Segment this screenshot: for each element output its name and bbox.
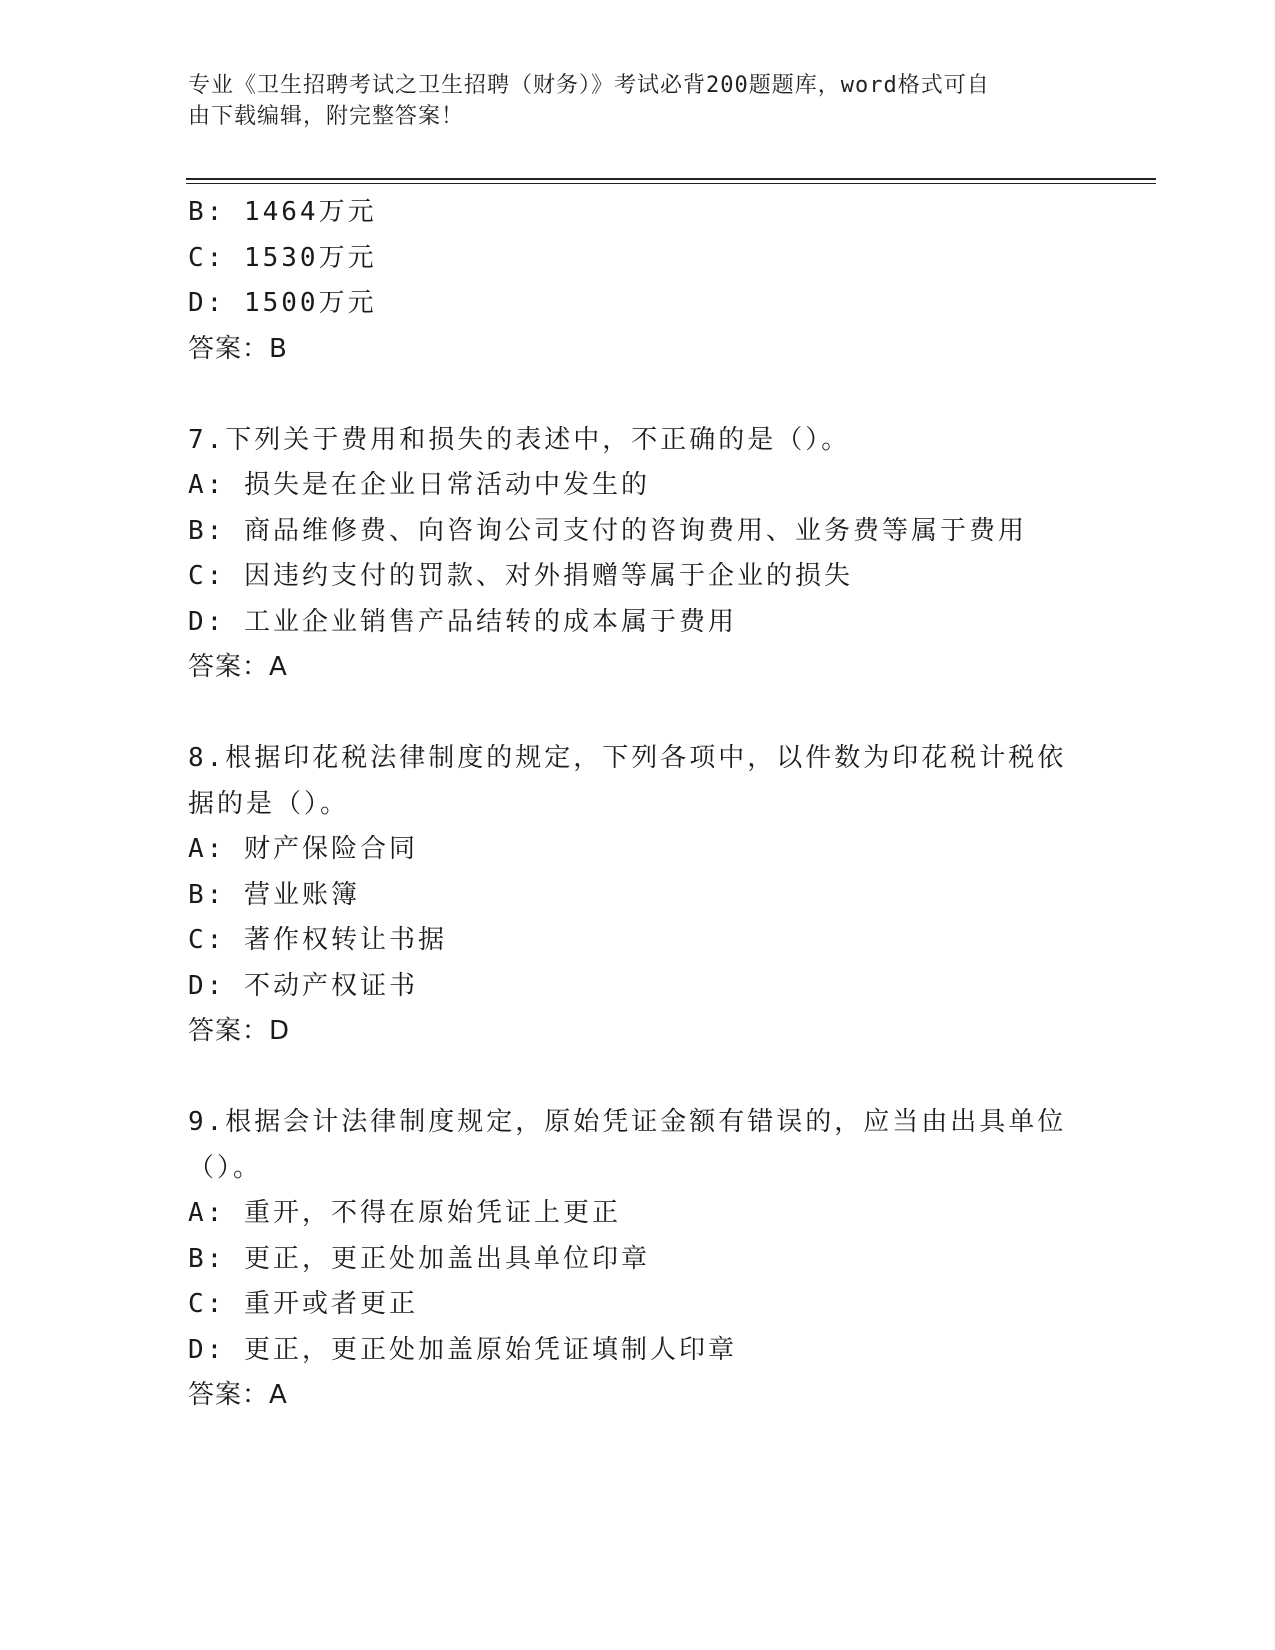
option-c: C: 因违约支付的罚款、对外捐赠等属于企业的损失 (188, 561, 853, 591)
answer-line: 答案：B (188, 333, 288, 364)
question-block-7 (188, 418, 1088, 691)
option-c: C: 1530万元 (188, 242, 377, 273)
header-divider-thick (186, 178, 1156, 180)
header-line-1: 专业《卫生招聘考试之卫生招聘（财务）》考试必背200题题库，word格式可自 (188, 73, 990, 98)
option-d: D: 1500万元 (188, 288, 377, 318)
question-stem: 9.根据会计法律制度规定，原始凭证金额有错误的，应当由出具单位 (188, 1107, 1067, 1137)
document-header (188, 70, 1068, 132)
spacer (188, 372, 1088, 418)
question-content (188, 190, 1088, 1419)
question-stem: 7.下列关于费用和损失的表述中，不正确的是（）。 (188, 424, 851, 455)
answer-line: 答案：A (188, 652, 288, 682)
spacer (188, 691, 1088, 737)
option-b: B: 更正，更正处加盖出具单位印章 (188, 1243, 650, 1274)
option-c: C: 重开或者更正 (188, 1289, 418, 1319)
option-d: D: 不动产权证书 (188, 970, 418, 1001)
option-c: C: 著作权转让书据 (188, 925, 447, 955)
question-block-6 (188, 190, 1088, 372)
answer-line: 答案：A (188, 1380, 288, 1410)
option-d: D: 更正，更正处加盖原始凭证填制人印章 (188, 1334, 737, 1365)
header-line-2: 由下载编辑，附完整答案！ (188, 104, 465, 129)
question-block-8 (188, 736, 1088, 1055)
header-divider-thin (186, 183, 1156, 184)
option-b: B: 1464万元 (188, 197, 377, 227)
option-a: A: 损失是在企业日常活动中发生的 (188, 470, 650, 500)
question-stem: 8.根据印花税法律制度的规定，下列各项中，以件数为印花税计税依 (188, 743, 1067, 773)
answer-line: 答案：D (188, 1016, 291, 1046)
spacer (188, 1055, 1088, 1101)
question-block-9 (188, 1100, 1088, 1419)
option-a: A: 财产保险合同 (188, 834, 418, 864)
question-stem-continued: 据的是（）。 (188, 788, 350, 819)
option-a: A: 重开，不得在原始凭证上更正 (188, 1198, 621, 1228)
option-b: B: 营业账簿 (188, 879, 360, 910)
question-stem-continued: （）。 (188, 1152, 263, 1183)
option-d: D: 工业企业销售产品结转的成本属于费用 (188, 606, 737, 637)
option-b: B: 商品维修费、向咨询公司支付的咨询费用、业务费等属于费用 (188, 515, 1027, 546)
